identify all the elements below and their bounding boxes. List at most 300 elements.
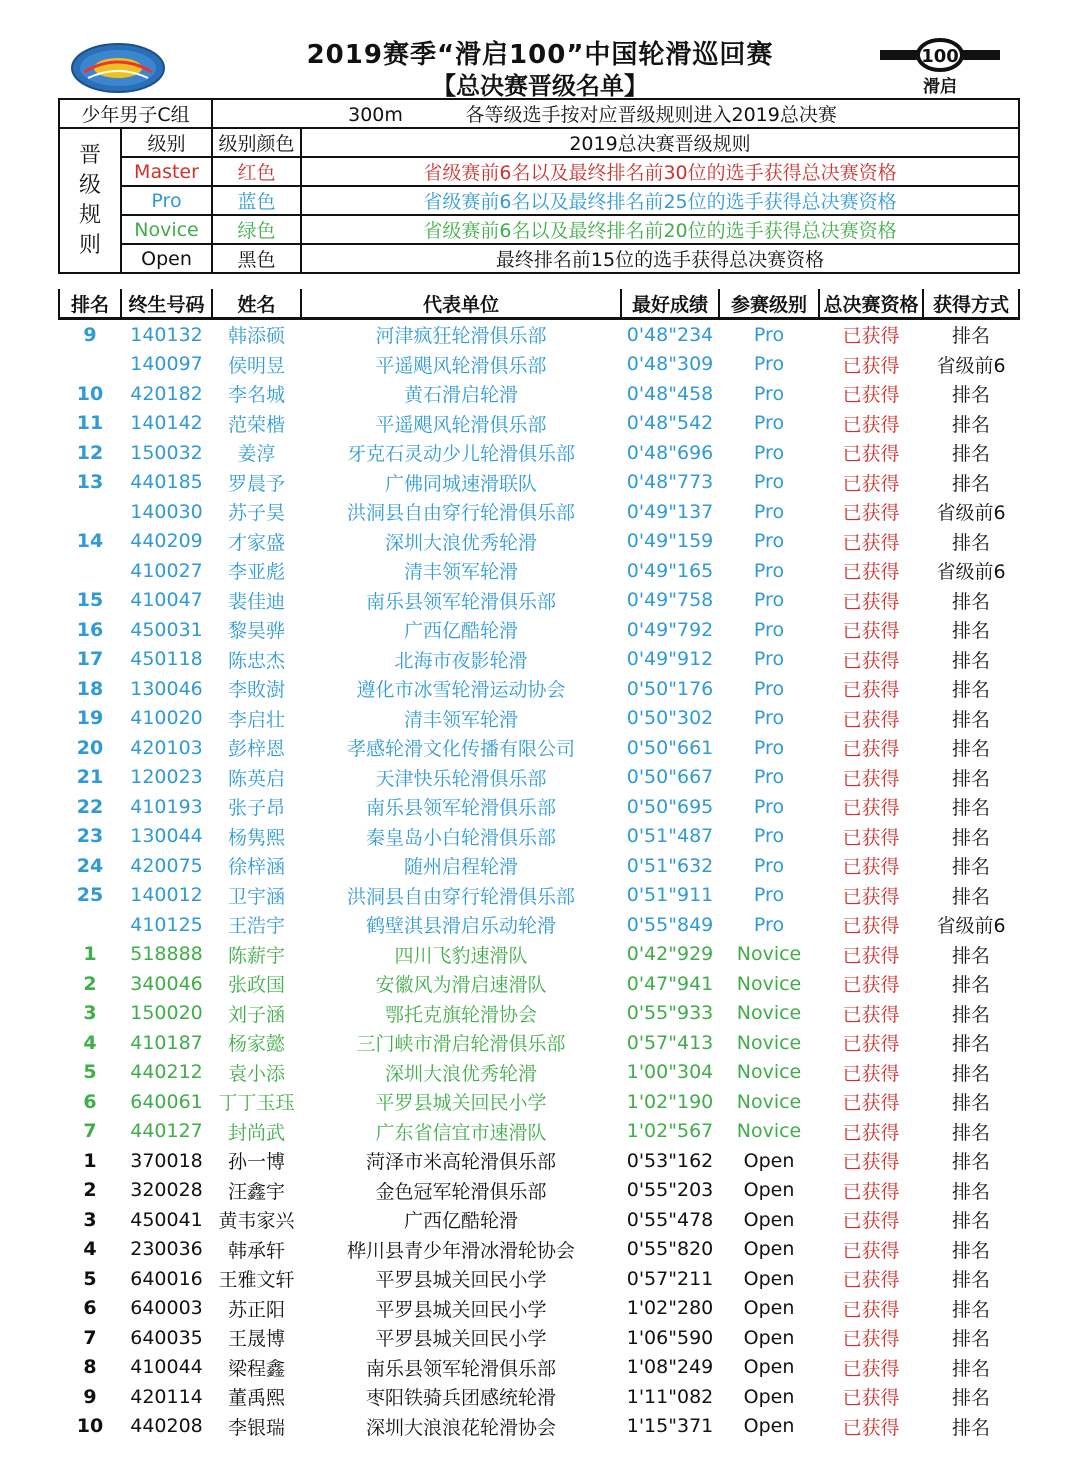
rule-row-master xyxy=(59,157,1019,186)
rank-cell: 12 xyxy=(76,441,104,464)
level-cell: Pro xyxy=(753,795,785,818)
rules-head-rule: 2019总决赛晋级规则 xyxy=(301,128,1019,157)
name-cell: 范荣楷 xyxy=(227,413,285,436)
status-cell: 已获得 xyxy=(842,1357,900,1380)
time-cell: 1'15"371 xyxy=(626,1415,714,1438)
method-cell: 排名 xyxy=(951,1003,990,1026)
table-row xyxy=(59,438,1019,468)
method-cell: 排名 xyxy=(951,679,990,702)
time-cell: 1'08"249 xyxy=(626,1356,714,1379)
name-cell: 王晟博 xyxy=(227,1328,285,1351)
distance-note-cell xyxy=(212,99,1019,128)
table-row xyxy=(59,1058,1019,1088)
table-row xyxy=(59,1412,1019,1442)
unit-cell: 桦川县青少年滑冰滑轮协会 xyxy=(346,1239,575,1262)
rank-cell: 7 xyxy=(83,1120,97,1143)
table-row xyxy=(59,409,1019,439)
level-cell: Pro xyxy=(753,913,785,936)
table-row xyxy=(59,319,1019,350)
id-cell: 410044 xyxy=(130,1356,203,1379)
method-cell: 排名 xyxy=(951,1121,990,1144)
unit-cell: 随州启程轮滑 xyxy=(403,856,518,879)
rank-cell: 6 xyxy=(83,1090,97,1113)
unit-cell: 广西亿酷轮滑 xyxy=(403,620,518,643)
method-cell: 排名 xyxy=(951,1328,990,1351)
table-row xyxy=(59,1294,1019,1324)
unit-cell: 南乐县领军轮滑俱乐部 xyxy=(365,797,556,820)
level-cell: Open xyxy=(743,1326,795,1349)
table-row xyxy=(59,792,1019,822)
rank-cell: 18 xyxy=(76,677,104,700)
id-cell: 410020 xyxy=(130,707,203,730)
method-cell: 排名 xyxy=(951,413,990,436)
unit-cell: 秦皇岛小白轮滑俱乐部 xyxy=(365,826,556,849)
unit-cell: 广东省信宜市速滑队 xyxy=(375,1121,547,1144)
id-cell: 518888 xyxy=(130,943,203,966)
method-cell: 排名 xyxy=(951,1416,990,1439)
table-row xyxy=(59,1264,1019,1294)
level-cell: Open xyxy=(743,1179,795,1202)
name-cell: 黎昊骅 xyxy=(227,620,285,643)
table-row xyxy=(59,1117,1019,1147)
time-cell: 0'55"203 xyxy=(626,1179,714,1202)
table-row xyxy=(59,1176,1019,1206)
name-cell: 张政国 xyxy=(227,974,285,997)
method-cell: 排名 xyxy=(951,1239,990,1262)
unit-cell: 枣阳铁骑兵团感统轮滑 xyxy=(365,1387,556,1410)
method-cell: 排名 xyxy=(951,325,990,348)
name-cell: 徐梓涵 xyxy=(227,856,285,879)
unit-cell: 平罗县城关回民小学 xyxy=(375,1269,547,1292)
table-row xyxy=(59,881,1019,911)
time-cell: 0'48"234 xyxy=(626,323,714,346)
time-cell: 0'51"487 xyxy=(626,825,714,848)
id-cell: 410047 xyxy=(130,589,203,612)
unit-cell: 平罗县城关回民小学 xyxy=(375,1328,547,1351)
rule-color: 红色 xyxy=(212,157,301,186)
level-cell: Pro xyxy=(753,854,785,877)
rank-cell xyxy=(59,350,121,380)
name-cell: 李亚彪 xyxy=(227,561,285,584)
time-cell: 0'49"165 xyxy=(626,559,714,582)
unit-cell: 平遥飓风轮滑俱乐部 xyxy=(375,413,547,436)
rank-cell: 13 xyxy=(76,471,104,494)
level-cell: Pro xyxy=(753,677,785,700)
name-cell: 杨隽熙 xyxy=(227,826,285,849)
unit-cell: 金色冠军轮滑俱乐部 xyxy=(375,1180,547,1203)
level-cell: Open xyxy=(743,1297,795,1320)
name-cell: 董禹熙 xyxy=(227,1387,285,1410)
status-cell: 已获得 xyxy=(842,325,900,348)
id-cell: 410125 xyxy=(130,913,203,936)
name-cell: 卫宇涵 xyxy=(227,885,285,908)
rank-cell: 9 xyxy=(83,1385,97,1408)
rank-cell xyxy=(59,910,121,940)
id-cell: 640035 xyxy=(130,1326,203,1349)
rank-cell: 7 xyxy=(83,1326,97,1349)
id-cell: 440212 xyxy=(130,1061,203,1084)
id-cell: 140097 xyxy=(130,353,203,376)
unit-cell: 菏泽市米高轮滑俱乐部 xyxy=(365,1151,556,1174)
status-cell: 已获得 xyxy=(842,679,900,702)
name-cell: 孙一博 xyxy=(227,1151,285,1174)
rank-cell: 5 xyxy=(83,1061,97,1084)
name-cell: 陈忠杰 xyxy=(227,649,285,672)
time-cell: 0'50"176 xyxy=(626,677,714,700)
level-cell: Pro xyxy=(753,766,785,789)
unit-cell: 深圳大浪优秀轮滑 xyxy=(384,531,537,554)
id-cell: 640003 xyxy=(130,1297,203,1320)
unit-cell: 鹤壁淇县滑启乐动轮滑 xyxy=(365,915,556,938)
unit-cell: 清丰领军轮滑 xyxy=(403,708,518,731)
time-cell: 0'57"211 xyxy=(626,1267,714,1290)
rank-cell: 3 xyxy=(83,1002,97,1025)
id-cell: 140012 xyxy=(130,884,203,907)
note: 各等级选手按对应晋级规则进入2019总决赛 xyxy=(465,104,837,126)
level-cell: Open xyxy=(743,1149,795,1172)
time-cell: 1'00"304 xyxy=(626,1061,714,1084)
rule-color: 蓝色 xyxy=(212,186,301,215)
rule-row-pro xyxy=(59,186,1019,215)
method-cell: 排名 xyxy=(951,472,990,495)
time-cell: 1'06"590 xyxy=(626,1326,714,1349)
time-cell: 0'48"309 xyxy=(626,353,714,376)
time-cell: 0'49"159 xyxy=(626,530,714,553)
status-cell: 已获得 xyxy=(842,1092,900,1115)
time-cell: 1'11"082 xyxy=(626,1385,714,1408)
results-table xyxy=(58,289,1020,1441)
method-cell: 排名 xyxy=(951,738,990,761)
status-cell: 已获得 xyxy=(842,885,900,908)
level-cell: Novice xyxy=(736,972,802,995)
id-cell: 130046 xyxy=(130,677,203,700)
rank-cell: 16 xyxy=(76,618,104,641)
rank-cell: 15 xyxy=(76,589,104,612)
page-subtitle: 【总决赛晋级名单】 xyxy=(432,72,648,100)
method-cell: 排名 xyxy=(951,649,990,672)
table-row xyxy=(59,1323,1019,1353)
time-cell: 0'53"162 xyxy=(626,1149,714,1172)
status-cell: 已获得 xyxy=(842,413,900,436)
id-cell: 140132 xyxy=(130,323,203,346)
level-cell: Novice xyxy=(736,1061,802,1084)
col-rank: 排名 xyxy=(59,289,121,319)
logo-text: 滑启 xyxy=(923,77,957,96)
id-cell: 440127 xyxy=(130,1120,203,1143)
level-cell: Pro xyxy=(753,500,785,523)
unit-cell: 洪洞县自由穿行轮滑俱乐部 xyxy=(346,502,575,525)
table-row xyxy=(59,1235,1019,1265)
table-row xyxy=(59,1146,1019,1176)
level-cell: Pro xyxy=(753,353,785,376)
table-row xyxy=(59,704,1019,734)
method-cell: 排名 xyxy=(951,1062,990,1085)
level-cell: Pro xyxy=(753,441,785,464)
table-row xyxy=(59,822,1019,852)
level-cell: Pro xyxy=(753,825,785,848)
name-cell: 杨家懿 xyxy=(227,1033,285,1056)
name-cell: 姜淳 xyxy=(237,443,276,466)
unit-cell: 黄石滑启轮滑 xyxy=(403,384,518,407)
rule-level: Novice xyxy=(121,215,212,244)
id-cell: 640061 xyxy=(130,1090,203,1113)
col-status: 总决赛资格 xyxy=(819,289,923,319)
rank-cell: 2 xyxy=(83,1179,97,1202)
time-cell: 0'49"792 xyxy=(626,618,714,641)
rank-cell: 4 xyxy=(83,1031,97,1054)
page-title: 2019赛季“滑启100”中国轮滑巡回赛 xyxy=(306,40,774,70)
time-cell: 0'50"661 xyxy=(626,736,714,759)
method-cell: 排名 xyxy=(951,443,990,466)
method-cell: 省级前6 xyxy=(936,502,1006,525)
table-row xyxy=(59,1028,1019,1058)
id-cell: 420103 xyxy=(130,736,203,759)
rank-cell: 20 xyxy=(76,736,104,759)
unit-cell: 南乐县领军轮滑俱乐部 xyxy=(365,590,556,613)
method-cell: 省级前6 xyxy=(936,915,1006,938)
col-method: 获得方式 xyxy=(923,289,1019,319)
skate-start-logo-icon xyxy=(880,36,1000,96)
level-cell: Open xyxy=(743,1267,795,1290)
time-cell: 1'02"567 xyxy=(626,1120,714,1143)
level-cell: Open xyxy=(743,1208,795,1231)
name-cell: 韩承轩 xyxy=(227,1239,285,1262)
level-cell: Novice xyxy=(736,1031,802,1054)
group-cell: 少年男子C组 xyxy=(59,99,212,128)
method-cell: 排名 xyxy=(951,1269,990,1292)
level-cell: Novice xyxy=(736,1120,802,1143)
id-cell: 420114 xyxy=(130,1385,203,1408)
id-cell: 450041 xyxy=(130,1208,203,1231)
unit-cell: 南乐县领军轮滑俱乐部 xyxy=(365,1357,556,1380)
distance: 300m xyxy=(348,104,403,126)
name-cell: 彭梓恩 xyxy=(227,738,285,761)
name-cell: 苏正阳 xyxy=(227,1298,285,1321)
table-row xyxy=(59,733,1019,763)
level-cell: Open xyxy=(743,1356,795,1379)
level-cell: Novice xyxy=(736,1002,802,1025)
rank-cell: 1 xyxy=(83,943,97,966)
method-cell: 排名 xyxy=(951,1151,990,1174)
table-row xyxy=(59,379,1019,409)
unit-cell: 清丰领军轮滑 xyxy=(403,561,518,584)
method-cell: 排名 xyxy=(951,1357,990,1380)
name-cell: 李银瑞 xyxy=(227,1416,285,1439)
unit-cell: 三门峡市滑启轮滑俱乐部 xyxy=(356,1033,566,1056)
rank-cell: 9 xyxy=(83,323,97,346)
results-body xyxy=(59,319,1019,1442)
rule-color: 绿色 xyxy=(212,215,301,244)
level-cell: Pro xyxy=(753,559,785,582)
method-cell: 省级前6 xyxy=(936,354,1006,377)
table-row xyxy=(59,763,1019,793)
name-cell: 侯明昱 xyxy=(227,354,285,377)
rank-cell: 1 xyxy=(83,1149,97,1172)
rule-text: 省级赛前6名以及最终排名前20位的选手获得总决赛资格 xyxy=(301,215,1019,244)
status-cell: 已获得 xyxy=(842,915,900,938)
status-cell: 已获得 xyxy=(842,531,900,554)
name-cell: 梁程鑫 xyxy=(227,1357,285,1380)
table-row xyxy=(59,645,1019,675)
method-cell: 排名 xyxy=(951,1298,990,1321)
method-cell: 排名 xyxy=(951,620,990,643)
time-cell: 0'49"912 xyxy=(626,648,714,671)
status-cell: 已获得 xyxy=(842,1328,900,1351)
table-row xyxy=(59,969,1019,999)
info-row xyxy=(59,99,1019,128)
unit-cell: 河津疯狂轮滑俱乐部 xyxy=(375,325,547,348)
time-cell: 0'48"773 xyxy=(626,471,714,494)
table-row xyxy=(59,1205,1019,1235)
status-cell: 已获得 xyxy=(842,856,900,879)
level-cell: Pro xyxy=(753,589,785,612)
status-cell: 已获得 xyxy=(842,1003,900,1026)
status-cell: 已获得 xyxy=(842,944,900,967)
table-row xyxy=(59,1353,1019,1383)
rank-cell: 10 xyxy=(76,382,104,405)
method-cell: 排名 xyxy=(951,708,990,731)
status-cell: 已获得 xyxy=(842,1416,900,1439)
unit-cell: 四川飞豹速滑队 xyxy=(394,944,528,967)
status-cell: 已获得 xyxy=(842,1239,900,1262)
time-cell: 0'55"849 xyxy=(626,913,714,936)
time-cell: 0'49"137 xyxy=(626,500,714,523)
unit-cell: 牙克石灵动少儿轮滑俱乐部 xyxy=(346,443,575,466)
level-cell: Pro xyxy=(753,618,785,641)
time-cell: 0'49"758 xyxy=(626,589,714,612)
status-cell: 已获得 xyxy=(842,974,900,997)
id-cell: 410187 xyxy=(130,1031,203,1054)
rank-cell: 21 xyxy=(76,766,104,789)
unit-cell: 北海市夜影轮滑 xyxy=(394,649,528,672)
status-cell: 已获得 xyxy=(842,1180,900,1203)
status-cell: 已获得 xyxy=(842,708,900,731)
rule-level: Open xyxy=(121,244,212,273)
rules-side-label: 晋级规则 xyxy=(59,128,121,273)
id-cell: 450118 xyxy=(130,648,203,671)
unit-cell: 孝感轮滑文化传播有限公司 xyxy=(346,738,575,761)
unit-cell: 平遥飓风轮滑俱乐部 xyxy=(375,354,547,377)
status-cell: 已获得 xyxy=(842,767,900,790)
id-cell: 130044 xyxy=(130,825,203,848)
name-cell: 罗晨予 xyxy=(227,472,285,495)
rule-color: 黑色 xyxy=(212,244,301,273)
name-cell: 陈英启 xyxy=(227,767,285,790)
rule-text: 省级赛前6名以及最终排名前30位的选手获得总决赛资格 xyxy=(301,157,1019,186)
unit-cell: 鄂托克旗轮滑协会 xyxy=(384,1003,537,1026)
id-cell: 140142 xyxy=(130,412,203,435)
rank-cell: 24 xyxy=(76,854,104,877)
name-cell: 李名城 xyxy=(227,384,285,407)
id-cell: 440208 xyxy=(130,1415,203,1438)
unit-cell: 洪洞县自由穿行轮滑俱乐部 xyxy=(346,885,575,908)
status-cell: 已获得 xyxy=(842,502,900,525)
status-cell: 已获得 xyxy=(842,797,900,820)
level-cell: Pro xyxy=(753,323,785,346)
method-cell: 排名 xyxy=(951,1387,990,1410)
id-cell: 450031 xyxy=(130,618,203,641)
id-cell: 340046 xyxy=(130,972,203,995)
name-cell: 张子昂 xyxy=(227,797,285,820)
table-row xyxy=(59,527,1019,557)
table-row xyxy=(59,556,1019,586)
rank-cell: 22 xyxy=(76,795,104,818)
method-cell: 排名 xyxy=(951,885,990,908)
id-cell: 230036 xyxy=(130,1238,203,1261)
time-cell: 0'55"478 xyxy=(626,1208,714,1231)
rank-cell: 2 xyxy=(83,972,97,995)
rank-cell: 23 xyxy=(76,825,104,848)
status-cell: 已获得 xyxy=(842,620,900,643)
name-cell: 裴佳迪 xyxy=(227,590,285,613)
time-cell: 0'42"929 xyxy=(626,943,714,966)
table-row xyxy=(59,586,1019,616)
federation-logo-icon xyxy=(70,42,166,94)
status-cell: 已获得 xyxy=(842,649,900,672)
rule-level: Pro xyxy=(121,186,212,215)
id-cell: 320028 xyxy=(130,1179,203,1202)
unit-cell: 平罗县城关回民小学 xyxy=(375,1298,547,1321)
unit-cell: 天津快乐轮滑俱乐部 xyxy=(375,767,547,790)
table-row xyxy=(59,999,1019,1029)
name-cell: 刘子涵 xyxy=(227,1003,285,1026)
status-cell: 已获得 xyxy=(842,1151,900,1174)
time-cell: 0'47"941 xyxy=(626,972,714,995)
rule-level: Master xyxy=(121,157,212,186)
status-cell: 已获得 xyxy=(842,826,900,849)
name-cell: 汪鑫宇 xyxy=(227,1180,285,1203)
unit-cell: 深圳大浪浪花轮滑协会 xyxy=(365,1416,556,1439)
method-cell: 排名 xyxy=(951,767,990,790)
unit-cell: 平罗县城关回民小学 xyxy=(375,1092,547,1115)
rank-cell xyxy=(59,556,121,586)
status-cell: 已获得 xyxy=(842,1033,900,1056)
time-cell: 0'50"695 xyxy=(626,795,714,818)
method-cell: 排名 xyxy=(951,1210,990,1233)
id-cell: 410193 xyxy=(130,795,203,818)
rank-cell: 17 xyxy=(76,648,104,671)
level-cell: Novice xyxy=(736,943,802,966)
status-cell: 已获得 xyxy=(842,738,900,761)
status-cell: 已获得 xyxy=(842,561,900,584)
id-cell: 420182 xyxy=(130,382,203,405)
rank-cell: 14 xyxy=(76,530,104,553)
table-row xyxy=(59,1382,1019,1412)
table-row xyxy=(59,851,1019,881)
level-cell: Novice xyxy=(736,1090,802,1113)
name-cell: 黄韦家兴 xyxy=(218,1210,295,1233)
method-cell: 排名 xyxy=(951,1092,990,1115)
id-cell: 150032 xyxy=(130,441,203,464)
status-cell: 已获得 xyxy=(842,384,900,407)
status-cell: 已获得 xyxy=(842,443,900,466)
level-cell: Open xyxy=(743,1415,795,1438)
time-cell: 0'55"820 xyxy=(626,1238,714,1261)
status-cell: 已获得 xyxy=(842,472,900,495)
rank-cell: 5 xyxy=(83,1267,97,1290)
time-cell: 1'02"280 xyxy=(626,1297,714,1320)
col-level: 参赛级别 xyxy=(719,289,819,319)
time-cell: 0'51"632 xyxy=(626,854,714,877)
name-cell: 袁小添 xyxy=(227,1062,285,1085)
level-cell: Pro xyxy=(753,412,785,435)
id-cell: 410027 xyxy=(130,559,203,582)
table-row xyxy=(59,468,1019,498)
rank-cell: 25 xyxy=(76,884,104,907)
name-cell: 陈薪宇 xyxy=(227,944,285,967)
level-cell: Pro xyxy=(753,382,785,405)
results-header-row xyxy=(59,289,1019,319)
